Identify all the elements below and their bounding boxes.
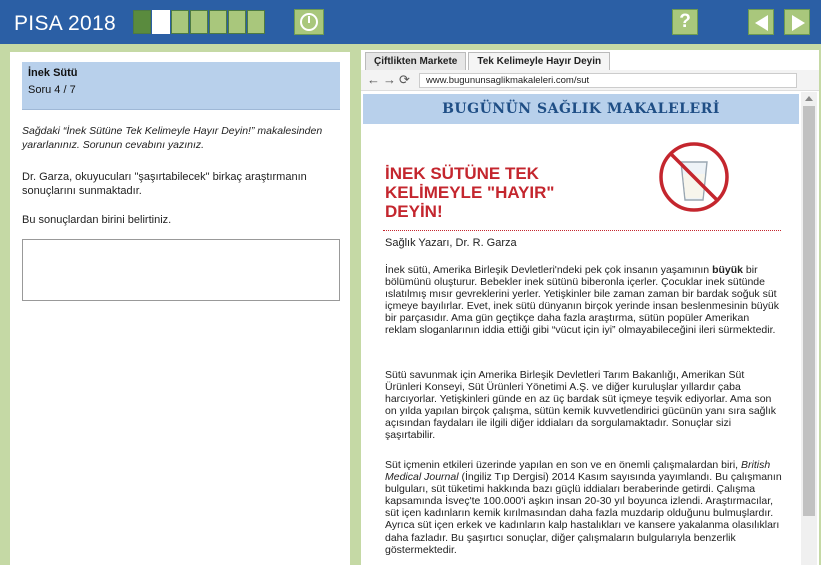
vertical-scrollbar[interactable] <box>801 92 817 565</box>
question-context: Dr. Garza, okuyucuları "şaşırtabilecek" birkaç araştırmanın sonuçlarını sunmaktadır. <box>22 171 307 197</box>
arrow-left-icon <box>755 15 768 31</box>
progress-segment <box>171 10 189 34</box>
stimulus-frame <box>357 44 821 565</box>
clock-icon <box>300 13 318 31</box>
progress-segment-current <box>152 10 170 34</box>
previous-button[interactable] <box>748 9 774 35</box>
address-bar <box>361 70 819 91</box>
top-bar <box>0 0 821 44</box>
tab-tek-kelimeyle-hayir-deyin[interactable]: Tek Kelimeyle Hayır Deyin <box>468 52 610 70</box>
url-field[interactable]: www.bugununsaglikmakaleleri.com/sut <box>419 73 797 88</box>
no-milk-icon <box>657 140 731 214</box>
answer-input[interactable] <box>22 239 340 301</box>
question-prompt: Bu sonuçlardan birini belirtiniz. <box>22 214 172 226</box>
article-paragraph-1: İnek sütü, Amerika Birleşik Devletleri'ndeki pek çok insanın yaşamının büyük bir bölümünü oluşturur. Bebekler inek sütünü biberonla içerler. Çocuklar inek sütünde ıslatılmış mısır gevreklerini yerler. Yetişkinler bile zaman zaman bir bardak soğuk süt içmeye bayılırlar. Evet, inek sütü dünyanın birçok yerinde insan beslenmesinin büyük bir parçasıdır. Ama gün geçtikçe daha fazla araştırma, sütün popüler Amerikan reklam sloganlarının iddia ettiği gibi “vücut için iyi” olmayabileceğini ileri sürmektedir. <box>385 264 779 337</box>
app-title: PISA 2018 <box>14 12 116 35</box>
arrow-right-icon <box>792 15 805 31</box>
refresh-icon[interactable]: ⟳ <box>399 72 410 87</box>
question-instruction: Sağdaki “İnek Sütüne Tek Kelimeyle Hayır Deyin!” makalesinden yararlanınız. Sorunun cevabını yazınız. <box>22 125 323 151</box>
web-page-content <box>361 92 819 565</box>
article-paragraph-3: Süt içmenin etkileri üzerinde yapılan en son ve en önemli çalışmalardan biri, British Medical Journal (İngiliz Tıp Dergisi) 2014 Kasım sayısında yayımlandı. Bu çalışmanın bulguları, süt tüketimi hakkında bazı güçlü iddiaları beraberinde getirdi. Çalışma kapsamında İsveç'te 100.000'i aşkın insan 20-30 yıl boyunca izlendi. Araştırmacılar, süt içen kadınların kemik kırılmasından daha fazla muzdarip olduğunu bulmuşlardır. Ayrıca süt içen erkek ve kadınların kalp hastalıkları ve kansere yakalanma olasılıkları daha fazladır. Bu şaşırtıcı sonuçlar, diğer çalışmaların bulgularıyla benzerlik göstermektedir. <box>385 459 782 556</box>
site-banner: BUGÜNÜN SAĞLIK MAKALELERİ <box>363 94 799 124</box>
question-number: Soru 4 / 7 <box>28 84 76 96</box>
scroll-thumb[interactable] <box>803 106 815 516</box>
timer-button[interactable] <box>294 9 324 35</box>
question-title: İnek Sütü <box>28 67 78 79</box>
progress-segment <box>133 10 151 34</box>
progress-segment <box>247 10 265 34</box>
article-title: İNEK SÜTÜNE TEK KELİMEYLE "HAYIR" DEYİN! <box>385 164 555 221</box>
progress-bar <box>133 10 266 34</box>
article-paragraph-2: Sütü savunmak için Amerika Birleşik Devletleri Tarım Bakanlığı, Amerikan Süt Ürünleri Konseyi, Süt Ürünleri Yönetimi A.Ş. ve diğer kuruluşlar yıllardır çaba harcıyorlar. Yetişkinleri günde en az üç bardak süt içmeye teşvik ediyorlar. Ama son on yılda yapılan birçok çalışma, sütün kemik kuvvetlendirici gücünün yanı sıra sağlık açısından faydaları ile ilgili diğer iddiaları da sorgulamaktadır. Sonuçlar sizi şaşırtabilir. <box>385 369 777 442</box>
help-button[interactable]: ? <box>672 9 698 35</box>
tab-ciftlikten-markete[interactable]: Çiftlikten Markete <box>365 52 466 70</box>
article-byline: Sağlık Yazarı, Dr. R. Garza <box>385 237 517 249</box>
title-divider <box>383 230 781 231</box>
question-frame <box>0 44 357 565</box>
browser-window <box>361 50 819 565</box>
next-button[interactable] <box>784 9 810 35</box>
progress-segment <box>209 10 227 34</box>
progress-segment <box>228 10 246 34</box>
chevron-up-icon <box>805 96 813 101</box>
question-panel <box>10 52 350 565</box>
forward-arrow-icon[interactable]: → <box>383 72 396 87</box>
back-arrow-icon[interactable]: ← <box>367 72 380 87</box>
progress-segment <box>190 10 208 34</box>
scroll-up-button[interactable] <box>801 92 817 104</box>
question-header <box>22 62 340 110</box>
browser-tabs <box>361 50 819 70</box>
